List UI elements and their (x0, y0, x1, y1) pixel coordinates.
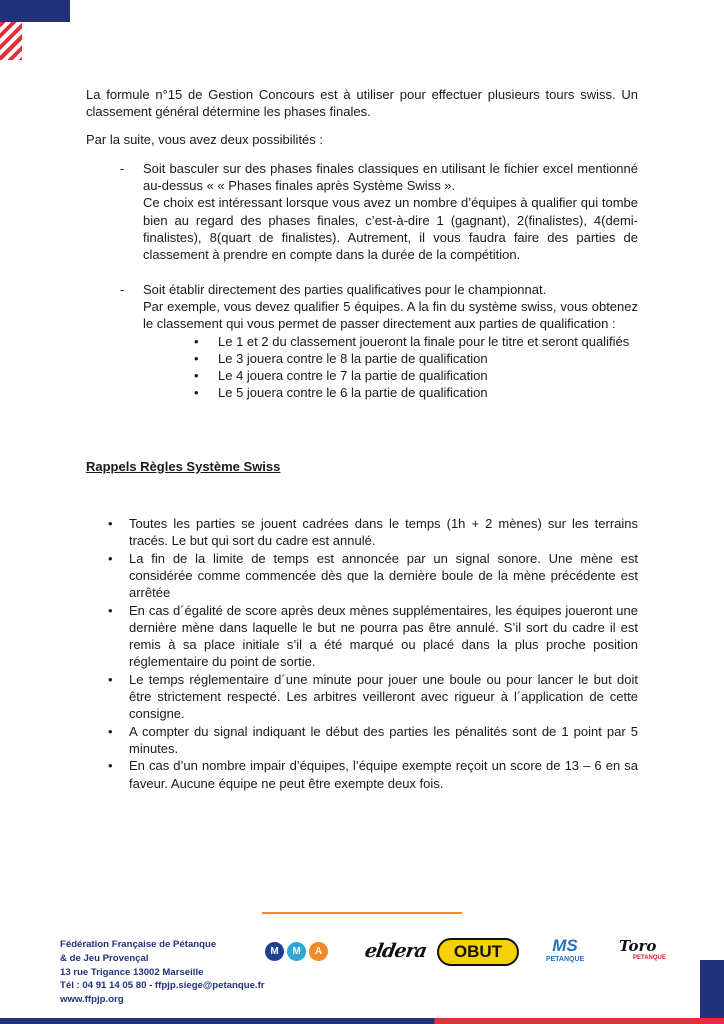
toro-logo-mark: Toro (619, 937, 657, 955)
option-1 (86, 160, 638, 264)
option-2 (86, 281, 638, 333)
eldera-logo: eldera (363, 940, 428, 962)
ms-petanque-logo (537, 936, 593, 964)
bottom-color-bar (0, 1018, 724, 1024)
org-address: 13 rue Trigance 13002 Marseille (60, 966, 204, 978)
org-website[interactable]: www.ffpjp.org (60, 994, 124, 1006)
options-intro: Par la suite, vous avez deux possibilités : (86, 131, 324, 147)
mma-letter: A (309, 942, 328, 961)
toro-petanque-logo (619, 938, 667, 968)
toro-logo-text: PETANQUE (633, 955, 666, 961)
list-item: • A compter du signal indiquant le début des parties les pénalités sont de 1 point par 5 minutes. (129, 723, 638, 758)
mma-letter: M (265, 942, 284, 961)
footer-address-block (60, 938, 265, 1007)
list-item: • Le 1 et 2 du classement joueront la finale pour le titre et seront qualifiés (218, 333, 638, 350)
rules-list (86, 515, 638, 792)
option-1-detail: Ce choix est intéressant lorsque vous avez un nombre d’équipes à qualifier qui tombe bien au regard des phases finales, c’est-à-dire 1 (gagnant), 2(finalistes), 4(demi-finalistes), 8(quart de finalistes). Autrement, il vous faudra faire des parties de classement à prendre en compte dans la durée de la compétition. (143, 195, 638, 263)
list-item: • La fin de la limite de temps est annoncée par un signal sonore. Une mène est considérée comme commencée dès que la dernière boule de la mène précédente est arrêtée (129, 550, 638, 602)
sponsor-logos (265, 936, 675, 972)
list-item: • En cas d´égalité de score après deux mènes supplémentaires, les équipes joueront une dernière mène dans laquelle le but ne pourra pas être annulé. S’il sort du cadre il est remis à sa place initiale s’il a été marqué ou placé dans la plus proche position réglementaire du point de sortie. (129, 602, 638, 671)
list-item: • Le 4 jouera contre le 7 la partie de qualification (218, 367, 638, 384)
org-name-line1: Fédération Française de Pétanque (60, 939, 217, 950)
option-1-text: Soit basculer sur des phases finales classiques en utilisant le fichier excel mentionné au-dessus « « Phases finales après Système Swiss ». (143, 160, 638, 194)
list-item: • En cas d’un nombre impair d’équipes, l’équipe exempte reçoit un score de 13 – 6 en sa faveur. Aucune équipe ne peut être exempte deux fois. (129, 757, 638, 792)
corner-stripes-decoration (0, 22, 22, 60)
mma-logo (265, 942, 328, 961)
org-name-line2: & de Jeu Provençal (60, 952, 149, 964)
intro-paragraph: La formule n°15 de Gestion Concours est à utiliser pour effectuer plusieurs tours swiss. Un classement général détermine les phases finales. (86, 87, 638, 120)
mma-letter: M (287, 942, 306, 961)
option-2-text: Soit établir directement des parties qualificatives pour le championnat. (143, 281, 547, 297)
footer-divider (262, 912, 462, 914)
corner-decoration-top (0, 0, 70, 22)
dash-marker: - (120, 160, 125, 176)
list-item: • Toutes les parties se jouent cadrées dans le temps (1h + 2 mènes) sur les terrains tracés. Le but qui sort du cadre est annulé. (129, 515, 638, 550)
ms-logo-text: PETANQUE (545, 956, 585, 963)
qualification-list (86, 333, 638, 402)
list-item: • Le 3 jouera contre le 8 la partie de qualification (218, 350, 638, 367)
option-2-detail: Par exemple, vous devez qualifier 5 équipes. A la fin du système swiss, vous obtenez le classement qui vous permet de passer directement aux parties de qualification : (143, 298, 638, 332)
section-title: Rappels Règles Système Swiss (86, 458, 281, 474)
obut-logo: OBUT (437, 938, 519, 966)
dash-marker: - (120, 281, 125, 297)
document-body (86, 86, 638, 792)
org-contact: Tél : 04 91 14 05 80 - ffpjp.siege@petanque.fr (60, 980, 265, 992)
ms-logo-mark: MS (552, 936, 578, 955)
list-item: • Le 5 jouera contre le 6 la partie de qualification (218, 384, 638, 401)
corner-decoration-bottom (700, 960, 724, 1024)
list-item: • Le temps réglementaire d´une minute pour jouer une boule ou pour lancer le but doit être strictement respecté. Les arbitres veilleront avec rigueur à l´application de cette consigne. (129, 671, 638, 723)
